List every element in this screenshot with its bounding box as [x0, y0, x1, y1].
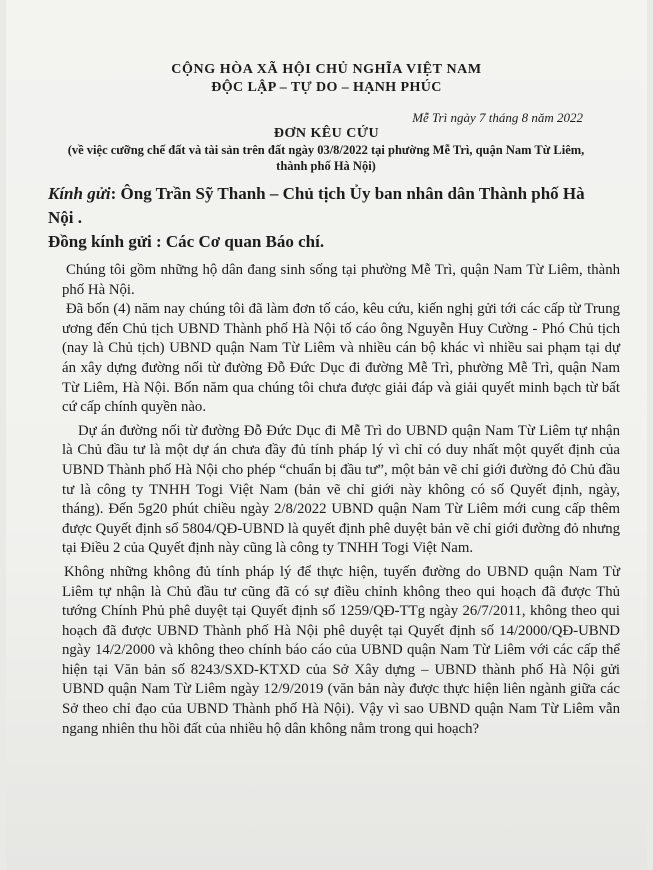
national-motto: ĐỘC LẬP – TỰ DO – HẠNH PHÚC	[211, 80, 442, 95]
paragraph-2: Đã bốn (4) năm nay chúng tôi đã làm đơn tố cáo, kêu cứu, kiến nghị gửi tới các cấp từ Trung ương đến Chủ tịch UBND Thành phố Hà Nội tố cáo ông Nguyễn Huy Cường - Phó Chủ tịch (nay là Chủ tịch) UBND quận Nam Từ Liêm và nhiều cán bộ khác vì nhiều sai phạm tại dự án xây dựng đường nối từ đường Đỗ Đức Dục đi đường Mễ Trì, phường Mễ Trì, quận Nam Từ Liêm, Hà Nội. Bốn năm qua chúng tôi chưa được giải đáp và giải quyết minh bạch từ bất cứ cấp chính quyền nào.	[62, 301, 620, 416]
recipient-cc: Đồng kính gửi : Các Cơ quan Báo chí.	[48, 232, 325, 251]
paragraph-4: Không những không đủ tính pháp lý để thực hiện, tuyến đường do UBND quận Nam Từ Liêm tự nhận là Chủ đầu tư cũng đã có sự điều chỉnh không theo qui hoạch đã được Thủ tướng Chính Phủ phê duyệt tại Quyết định số 1259/QĐ-TTg ngày 26/7/2011, không theo qui hoạch đã được UBND Thành phố Hà Nội phê duyệt tại Quyết định số 14/2000/QĐ-UBND ngày 14/2/2000 và không theo chính báo cáo của UBND quận Nam Từ Liêm với các cấp thể hiện tại Văn bản số 8243/SXD-KTXD của Sở Xây dựng – UBND thành phố Hà Nội gửi UBND quận Nam Từ Liêm ngày 12/9/2019 (văn bản này được thực hiện liên ngành giữa các Sở theo chỉ đạo của UBND Thành phố Hà Nội). Vậy vì sao UBND quận Nam Từ Liêm vẫn ngang nhiên thu hồi đất của nhiều hộ dân không nằm trong qui hoạch?	[62, 563, 620, 737]
document-page	[6, 0, 647, 870]
document-title: ĐƠN KÊU CỨU	[273, 126, 380, 141]
national-title: CỘNG HÒA XÃ HỘI CHỦ NGHĨA VIỆT NAM	[171, 62, 482, 77]
paragraph-3: Dự án đường nối từ đường Đỗ Đức Dục đi Mễ Trì do UBND quận Nam Từ Liêm tự nhận là Chủ đầu tư là một dự án chưa đầy đủ tính pháp lý vì chỉ có duy nhất một quyết định của UBND Thành phố Hà Nội cho phép “chuẩn bị đầu tư”, một bản vẽ chỉ giới đường đỏ Chủ đầu tư là công ty TNHH Togi Việt Nam (bản vẽ chỉ giới này không có số Quyết định, ngày, tháng). Đến 5g20 phút chiều ngày 2/8/2022 UBND quận Nam Từ Liêm mới cung cấp thêm được Quyết định số 5804/QĐ-UBND là quyết định phê duyệt bản vẽ chỉ giới đường đỏ nhưng tại Điều 2 của Quyết định này cũng là công ty TNHH Togi Việt Nam.	[62, 422, 620, 557]
recipient-label: Kính gửi	[48, 184, 111, 203]
paragraph-1: Chúng tôi gồm những hộ dân đang sinh sống tại phường Mễ Trì, quận Nam Từ Liêm, thành phố Hà Nội.	[62, 262, 620, 298]
recipient-text: : Ông Trần Sỹ Thanh – Chủ tịch Ủy ban nhân dân Thành phố Hà Nội .	[48, 184, 585, 227]
recipients-block	[48, 182, 608, 254]
recipient-main	[48, 182, 608, 230]
document-subtitle: (về việc cưỡng chế đất và tài sản trên đất ngày 03/8/2022 tại phường Mễ Trì, quận Nam Từ Liêm, thành phố Hà Nội)	[67, 143, 585, 173]
document-date: Mễ Trì ngày 7 tháng 8 năm 2022	[412, 110, 583, 125]
document-body	[62, 261, 620, 739]
